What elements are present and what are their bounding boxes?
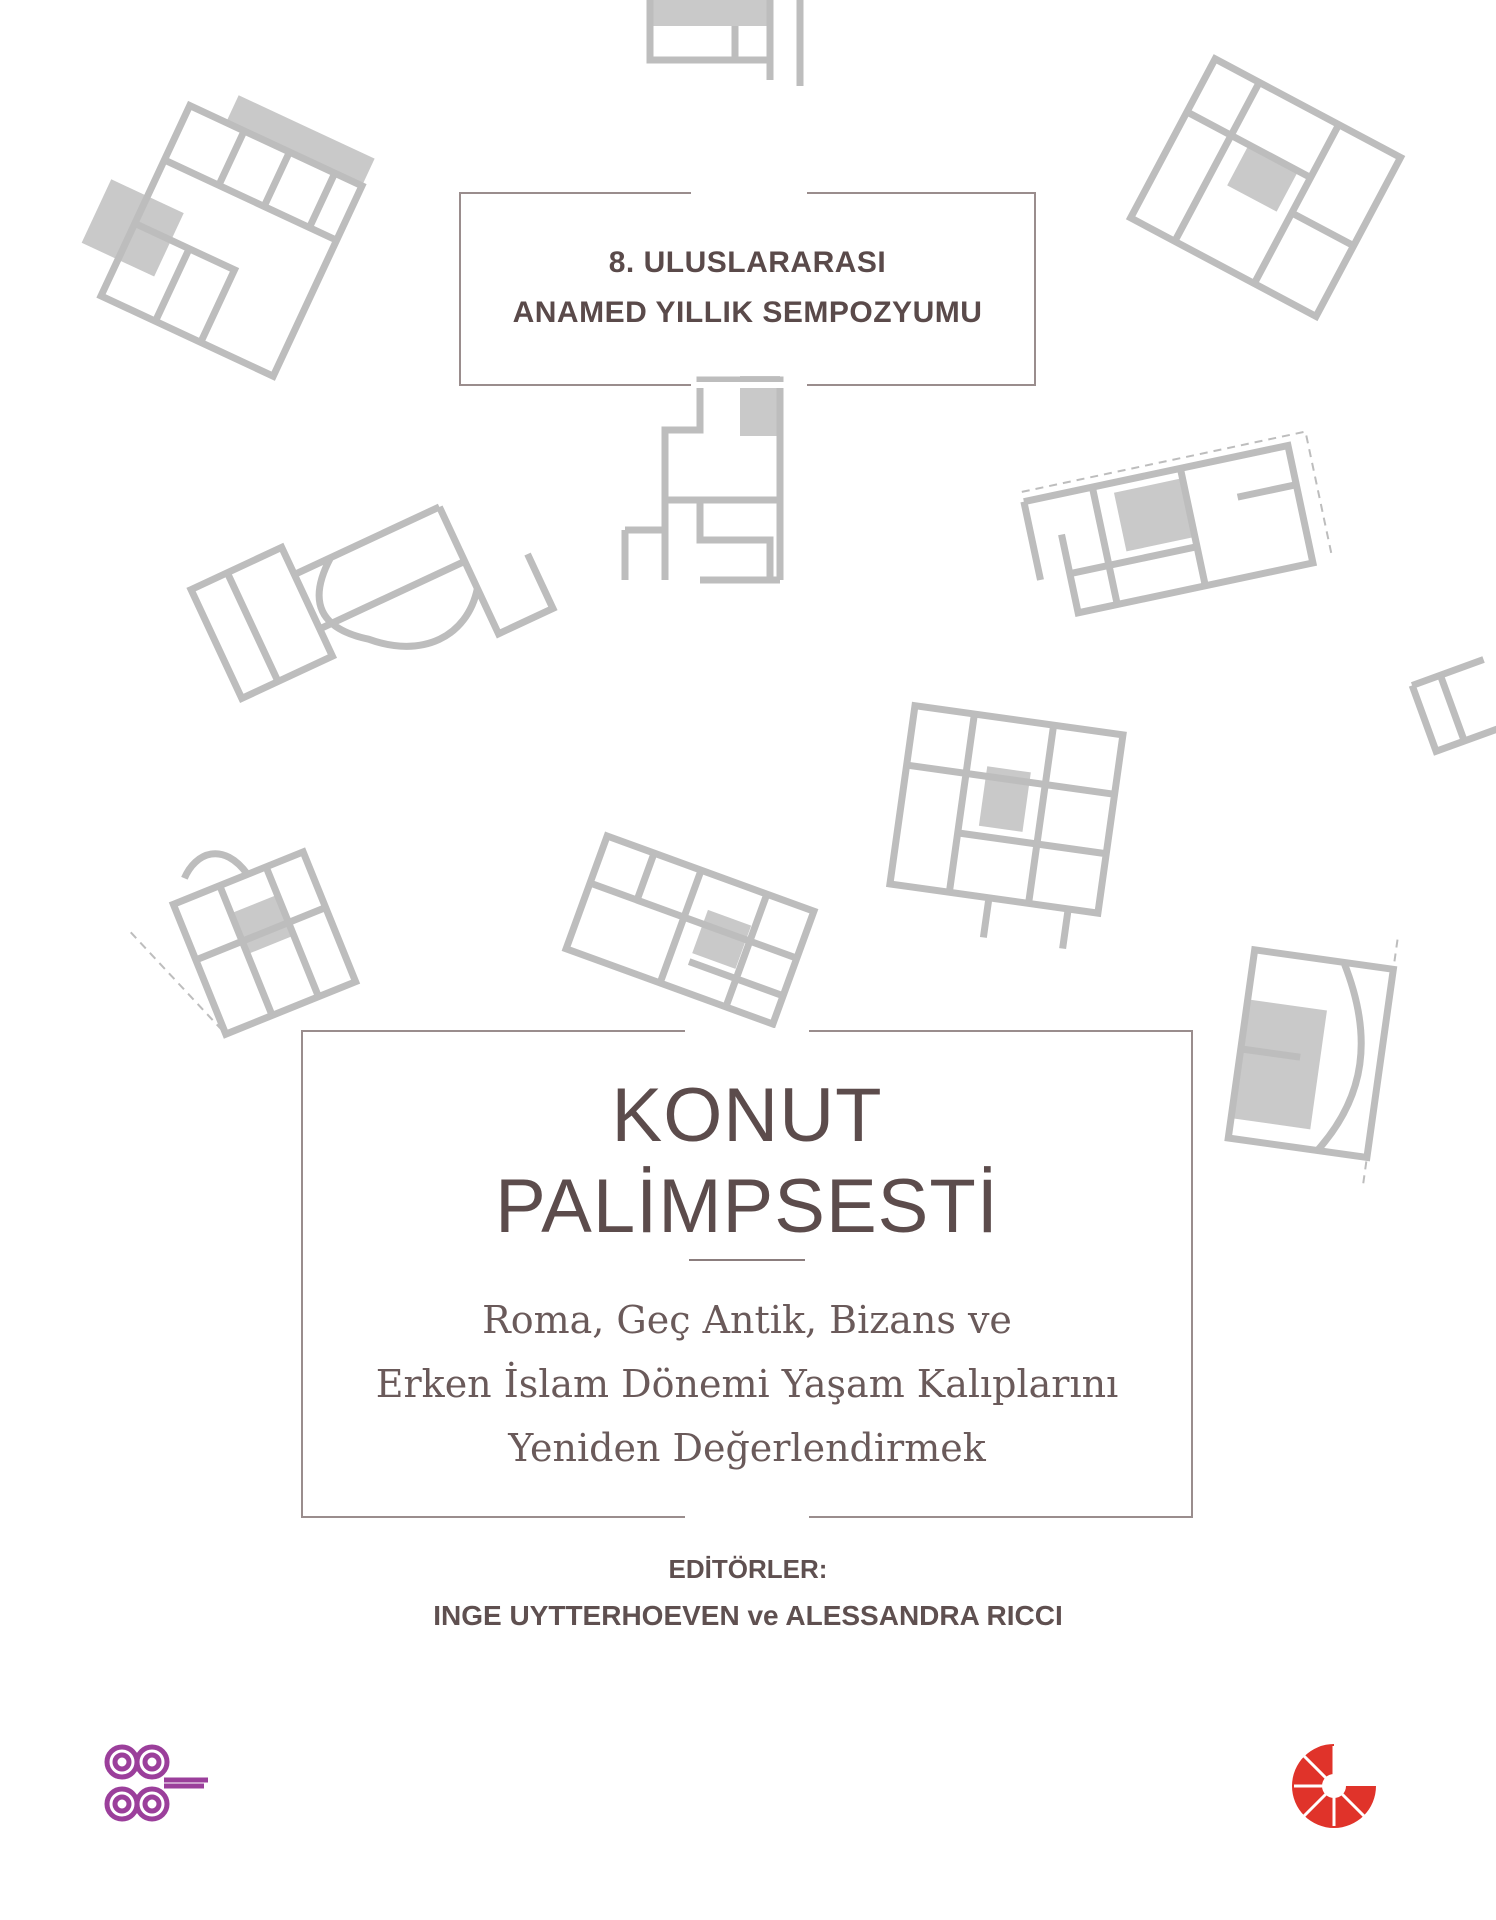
floor-plan-top-right [1131,59,1401,317]
nautilus-shell-icon [1286,1738,1382,1834]
floor-plan-lower-left [115,821,356,1053]
frame-gap [685,1028,809,1034]
floor-plan-top-left [65,61,375,376]
floor-plan-middle-left [191,454,553,743]
frame-gap [691,190,807,196]
subtitle-line2: Erken İslam Dönemi Yaşam Kalıplarını [375,1362,1119,1406]
floor-plan-center-right [884,706,1123,953]
symposium-title-line1: 8. ULUSLARARASI [608,246,887,279]
frame-gap [691,382,807,388]
editors-label: EDİTÖRLER: [668,1554,828,1584]
floor-plan-center [625,376,780,580]
editors-names: INGE UYTTERHOEVEN ve ALESSANDRA RICCI [433,1600,1063,1631]
frame-gap [685,1514,809,1520]
title-frame [301,1030,1193,1518]
floor-plan-far-right [1412,659,1496,751]
spiral-meander-icon [104,1740,208,1830]
book-title-line1: KONUT [611,1073,883,1158]
symposium-frame [459,192,1036,386]
subtitle-line3: Yeniden Değerlendirmek [508,1426,986,1470]
floor-plan-lower-center [566,836,814,1024]
title-divider [689,1259,805,1261]
floor-plan-top [650,0,800,86]
symposium-title-line2: ANAMED YILLIK SEMPOZYUMU [512,296,983,329]
subtitle-line1: Roma, Geç Antik, Bizans ve [482,1298,1012,1342]
floor-plan-middle-right [1022,432,1333,619]
book-title-line2: PALİMPSESTİ [495,1164,999,1249]
floor-plan-right-apse [1224,920,1397,1187]
